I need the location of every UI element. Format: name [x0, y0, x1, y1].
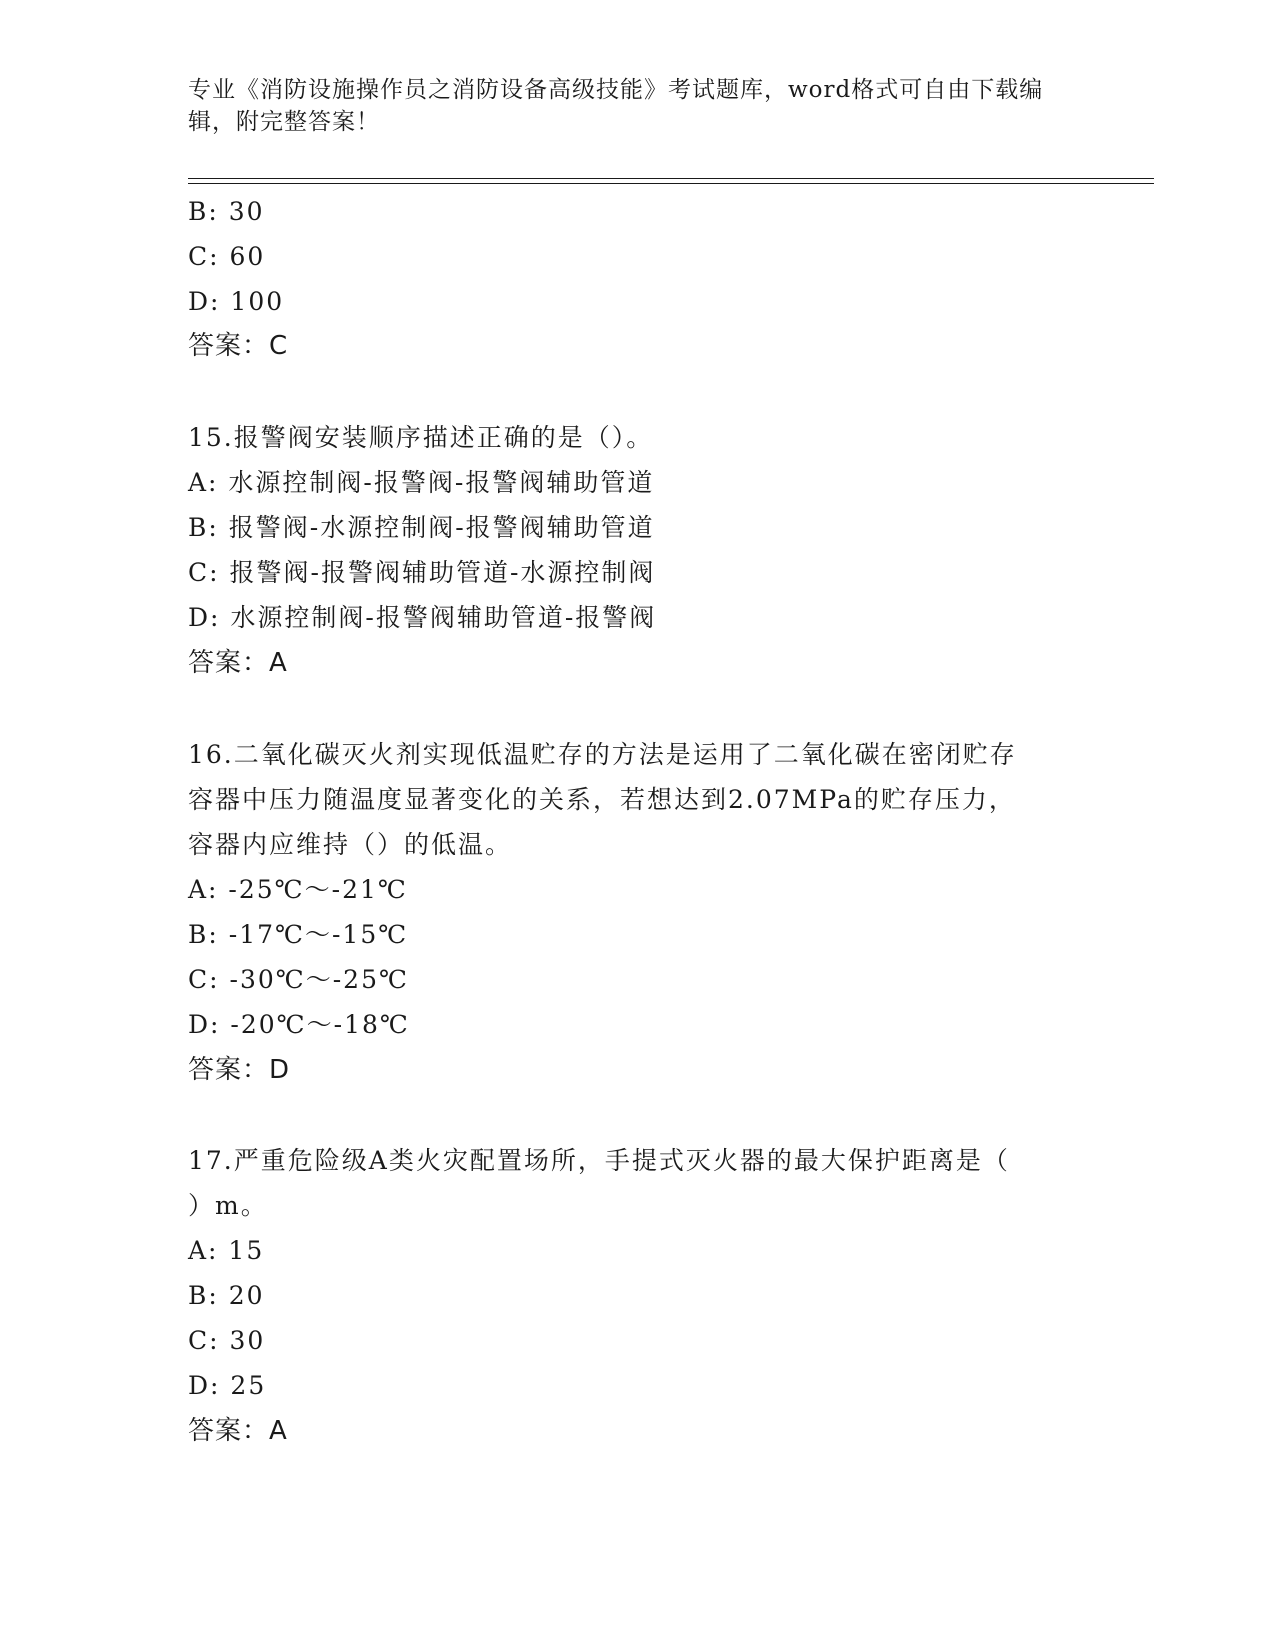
q15-option-d: D: 水源控制阀-报警阀辅助管道-报警阀 [188, 603, 657, 632]
q16-option-d: D: -20℃～-18℃ [188, 1010, 410, 1039]
q17-stem-line-1: 17.严重危险级A类火灾配置场所，手提式灭火器的最大保护距离是（ [188, 1146, 1010, 1175]
q16-option-c: C: -30℃～-25℃ [188, 965, 409, 994]
header-divider-bottom [188, 183, 1154, 184]
q14-option-d: D: 100 [188, 287, 285, 316]
q16-stem-line-3: 容器内应维持（）的低温。 [188, 830, 513, 859]
q14-option-c: C: 60 [188, 242, 266, 271]
q15-option-b: B: 报警阀-水源控制阀-报警阀辅助管道 [188, 513, 655, 542]
q15-option-c: C: 报警阀-报警阀辅助管道-水源控制阀 [188, 558, 656, 587]
q17-stem-line-2: ）m。 [188, 1191, 268, 1220]
q14-answer: 答案：C [188, 331, 289, 361]
q16-option-b: B: -17℃～-15℃ [188, 920, 409, 949]
q14-option-b: B: 30 [188, 197, 265, 226]
q16-stem-line-2: 容器中压力随温度显著变化的关系，若想达到2.07MPa的贮存压力， [188, 785, 1016, 814]
q17-answer: 答案：A [188, 1416, 288, 1446]
q17-option-c: C: 30 [188, 1326, 266, 1355]
q15-option-a: A: 水源控制阀-报警阀-报警阀辅助管道 [188, 468, 655, 497]
q17-option-b: B: 20 [188, 1281, 265, 1310]
q17-option-d: D: 25 [188, 1371, 267, 1400]
header-divider-top [188, 178, 1154, 179]
q16-answer: 答案：D [188, 1055, 291, 1085]
q15-answer: 答案：A [188, 648, 288, 678]
q16-option-a: A: -25℃～-21℃ [188, 875, 408, 904]
document-header: 专业《消防设施操作员之消防设备高级技能》考试题库，word格式可自由下载编辑，附完整答案！ [188, 77, 1044, 135]
q15-stem: 15.报警阀安装顺序描述正确的是（）。 [188, 423, 654, 452]
q17-option-a: A: 15 [188, 1236, 265, 1265]
q16-stem-line-1: 16.二氧化碳灭火剂实现低温贮存的方法是运用了二氧化碳在密闭贮存 [188, 740, 1017, 769]
